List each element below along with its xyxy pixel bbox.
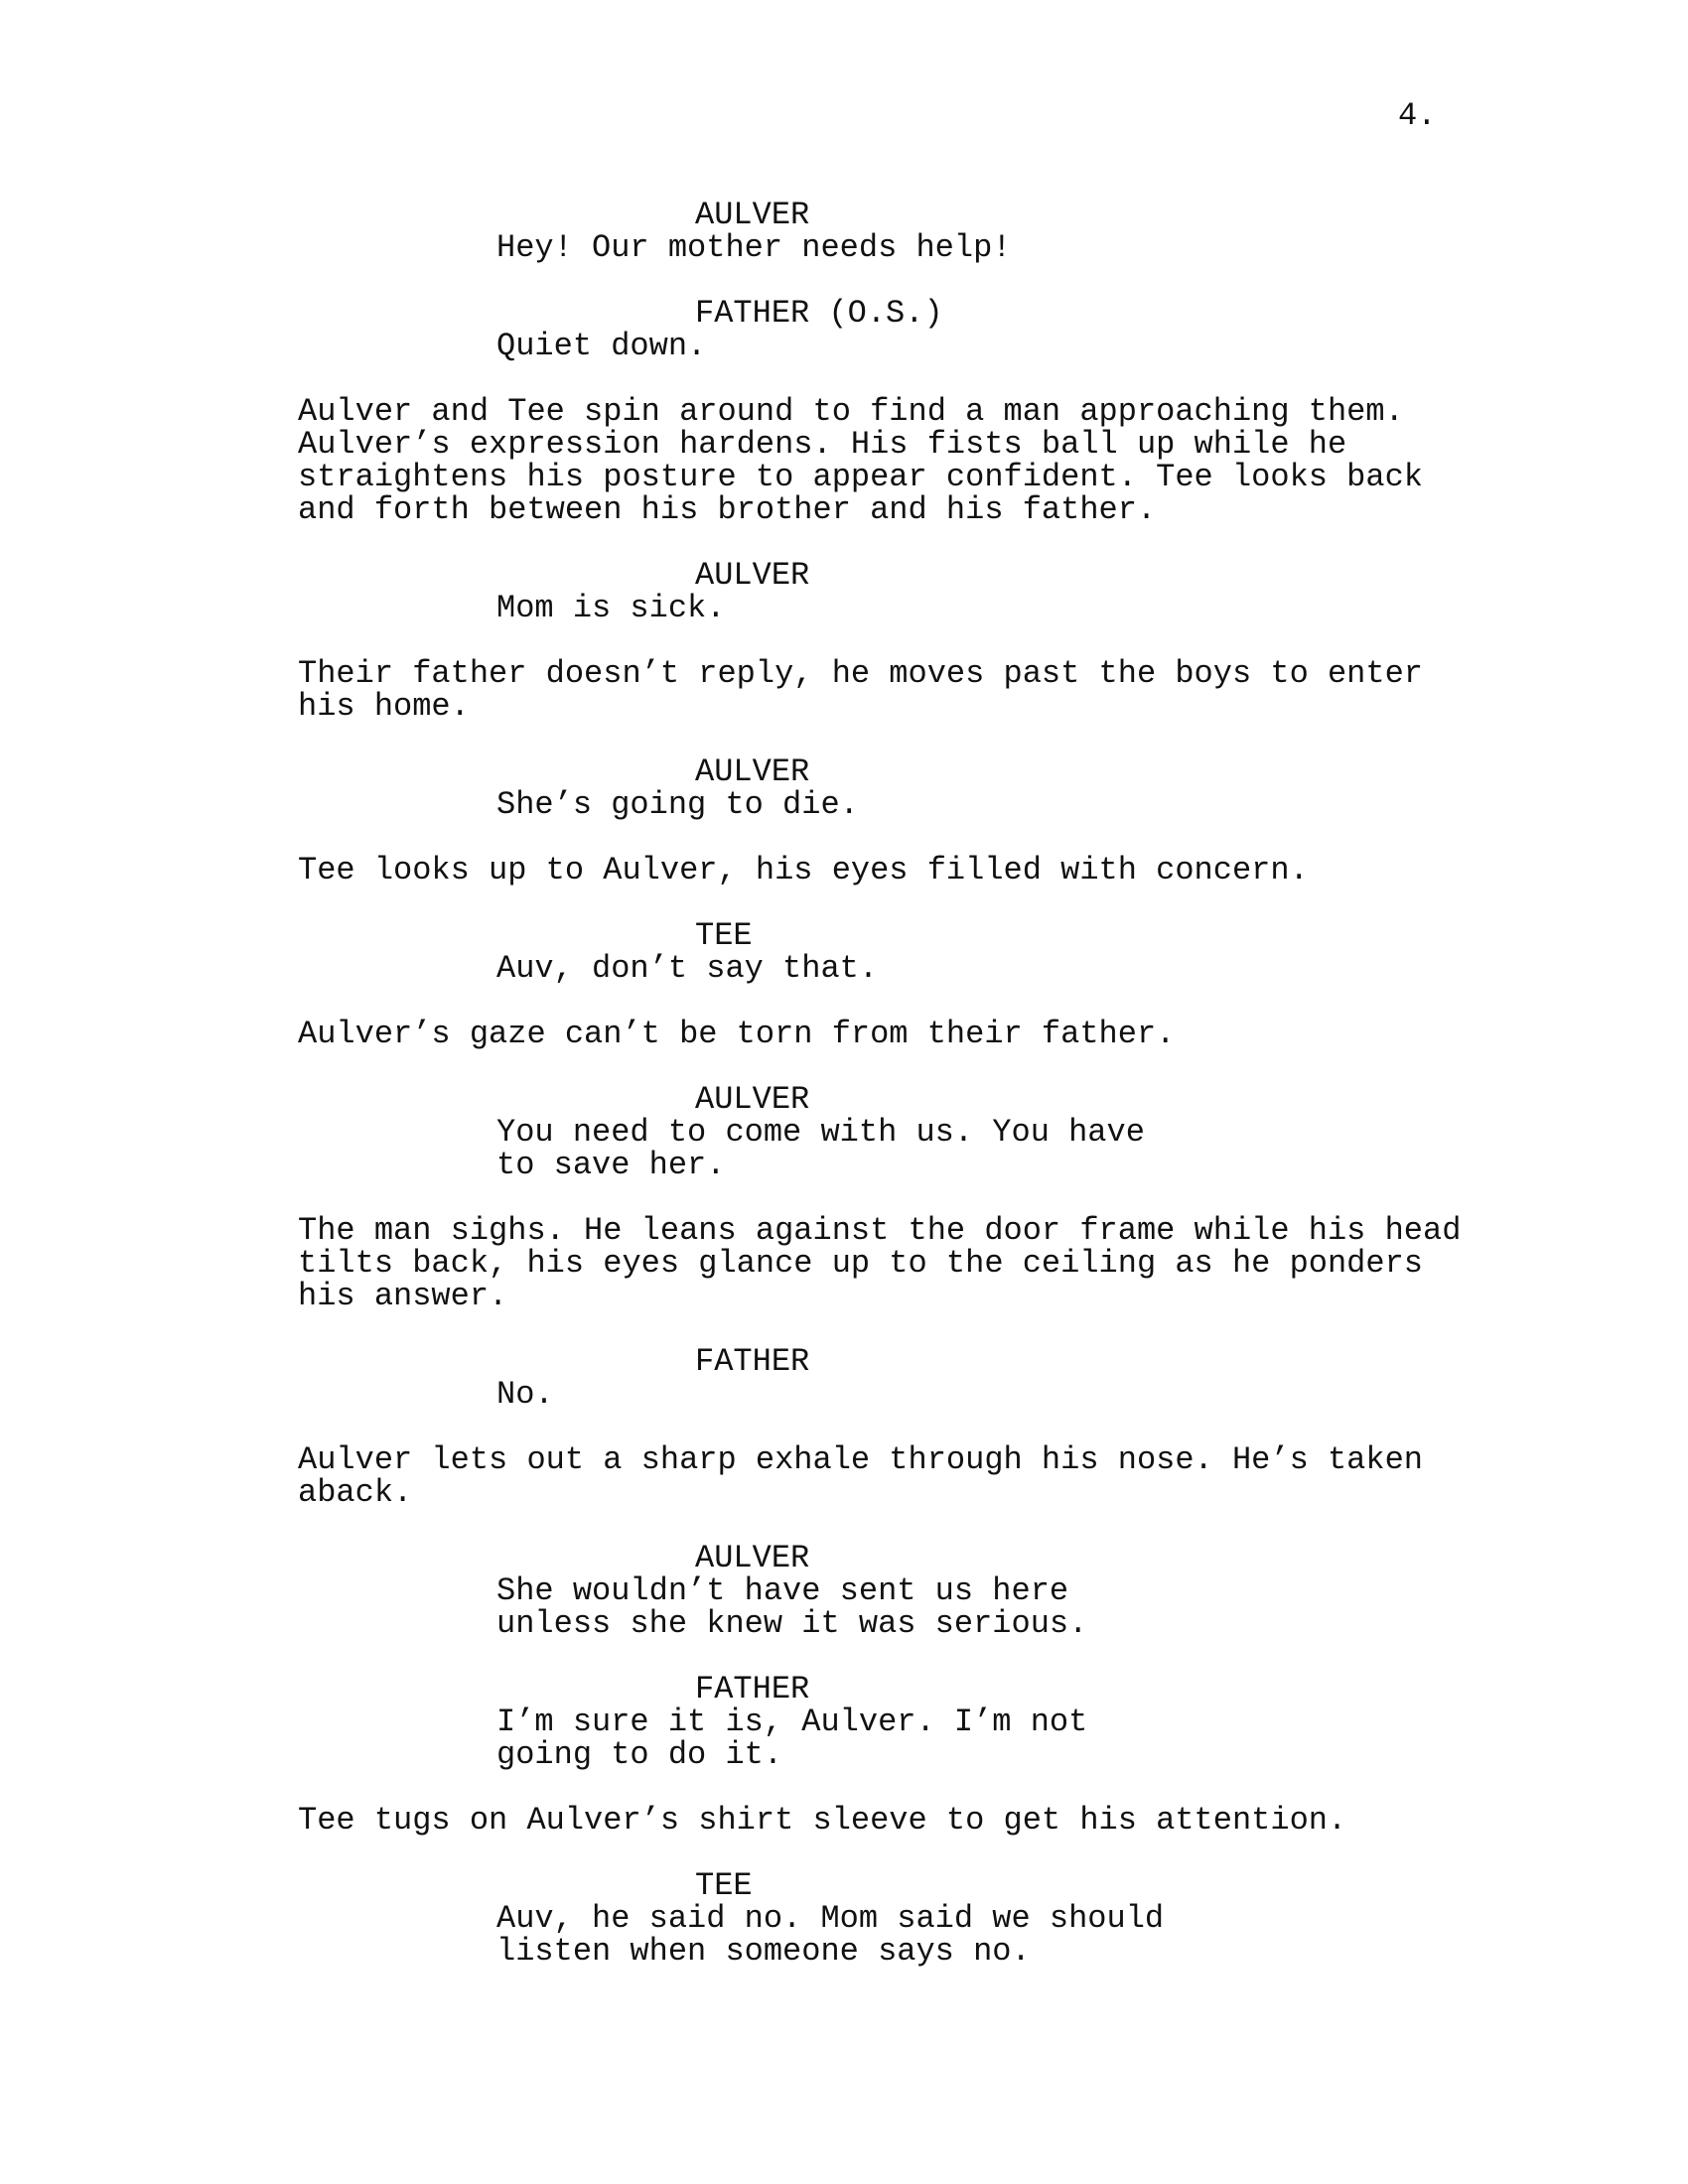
dialogue: Hey! Our mother needs help! bbox=[496, 229, 1012, 266]
action-line: The man sighs. He leans against the door frame while his head tilts back, his eyes glance up to the ceiling as he ponders his answer. bbox=[298, 1212, 1462, 1314]
character-cue: TEE bbox=[695, 917, 753, 954]
dialogue: Auv, he said no. Mom said we should listen when someone says no. bbox=[496, 1900, 1165, 1970]
action-line: Aulver and Tee spin around to find a man approaching them. Aulver’s expression hardens. His fists ball up while he straightens his posture to appear confident. Tee looks back and forth between his brother and his father. bbox=[298, 393, 1423, 528]
dialogue: Quiet down. bbox=[496, 328, 707, 364]
action-line: Aulver’s gaze can’t be torn from their father. bbox=[298, 1016, 1176, 1052]
dialogue: No. bbox=[496, 1376, 554, 1413]
dialogue: She’s going to die. bbox=[496, 786, 859, 823]
character-cue: AULVER bbox=[695, 1540, 810, 1576]
character-cue: AULVER bbox=[695, 753, 810, 790]
action-line: Their father doesn’t reply, he moves past the boys to enter his home. bbox=[298, 655, 1423, 725]
dialogue: You need to come with us. You have to save her. bbox=[496, 1114, 1145, 1183]
character-cue: TEE bbox=[695, 1867, 753, 1904]
character-cue: FATHER bbox=[695, 1343, 810, 1380]
dialogue: Auv, don’t say that. bbox=[496, 950, 879, 987]
page-number: 4. bbox=[1398, 97, 1437, 134]
character-cue: AULVER bbox=[695, 1081, 810, 1118]
dialogue: She wouldn’t have sent us here unless she knew it was serious. bbox=[496, 1572, 1088, 1642]
action-line: Aulver lets out a sharp exhale through his nose. He’s taken aback. bbox=[298, 1441, 1423, 1511]
character-cue: AULVER bbox=[695, 557, 810, 594]
action-line: Tee tugs on Aulver’s shirt sleeve to get his attention. bbox=[298, 1802, 1347, 1839]
character-cue: FATHER (O.S.) bbox=[695, 295, 943, 332]
character-cue: AULVER bbox=[695, 197, 810, 233]
dialogue: Mom is sick. bbox=[496, 590, 726, 626]
action-line: Tee looks up to Aulver, his eyes filled with concern. bbox=[298, 852, 1309, 888]
dialogue: I’m sure it is, Aulver. I’m not going to do it. bbox=[496, 1704, 1088, 1773]
character-cue: FATHER bbox=[695, 1671, 810, 1707]
